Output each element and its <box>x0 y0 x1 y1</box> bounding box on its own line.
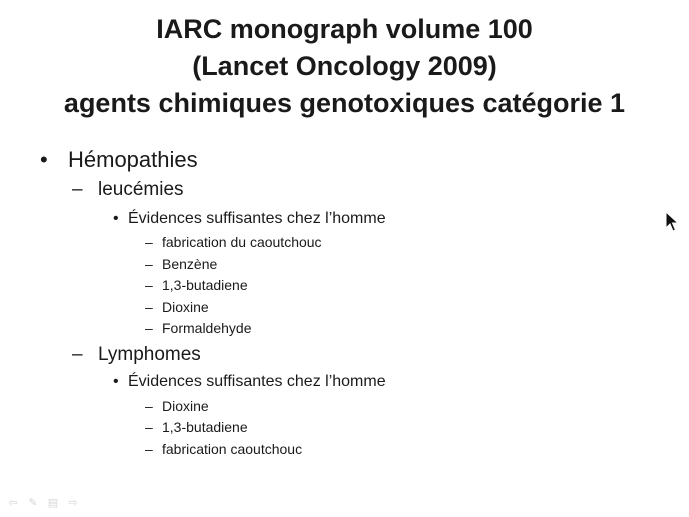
bullet-evidence-lymphomes: Évidences suffisantes chez l’homme <box>128 373 386 390</box>
list-item: fabrication caoutchouc <box>162 441 303 457</box>
list-item: Formaldehyde <box>162 320 252 336</box>
list-item: fabrication du caoutchouc <box>162 234 322 250</box>
pen-icon[interactable]: ✎ <box>28 497 38 509</box>
list-item: Dioxine <box>162 398 209 414</box>
bullet-marker: • <box>113 210 119 227</box>
dash-marker: – <box>145 320 153 336</box>
bullet-marker: • <box>40 147 48 172</box>
dash-marker: – <box>145 277 153 293</box>
list-item: 1,3-butadiene <box>162 277 248 293</box>
dash-marker: – <box>145 441 153 457</box>
dash-marker: – <box>145 234 153 250</box>
slide-title-line-1: IARC monograph volume 100 <box>156 14 533 44</box>
forward-arrow-icon[interactable]: ⇨ <box>68 497 78 509</box>
bullet-lymphomes: Lymphomes <box>98 344 201 365</box>
dash-marker: – <box>72 179 83 200</box>
list-item: 1,3-butadiene <box>162 419 248 435</box>
bullet-marker: • <box>113 373 119 390</box>
list-item: Benzène <box>162 256 218 272</box>
back-arrow-icon[interactable]: ⇦ <box>8 497 18 509</box>
dash-marker: – <box>145 398 153 414</box>
slide-title-line-2: (Lancet Oncology 2009) <box>192 51 497 81</box>
menu-icon[interactable]: ▤ <box>47 497 59 509</box>
dash-marker: – <box>72 344 83 365</box>
list-item: Dioxine <box>162 299 209 315</box>
bullet-evidence-leucemies: Évidences suffisantes chez l’homme <box>128 210 386 227</box>
bullet-hemopathies: Hémopathies <box>68 147 198 172</box>
bullet-leucemies: leucémies <box>98 179 184 200</box>
dash-marker: – <box>145 256 153 272</box>
slide-title-line-3: agents chimiques genotoxiques catégorie 1 <box>63 88 626 118</box>
dash-marker: – <box>145 299 153 315</box>
slideshow-toolbar <box>6 497 80 511</box>
dash-marker: – <box>145 419 153 435</box>
mouse-pointer-icon <box>665 211 679 233</box>
